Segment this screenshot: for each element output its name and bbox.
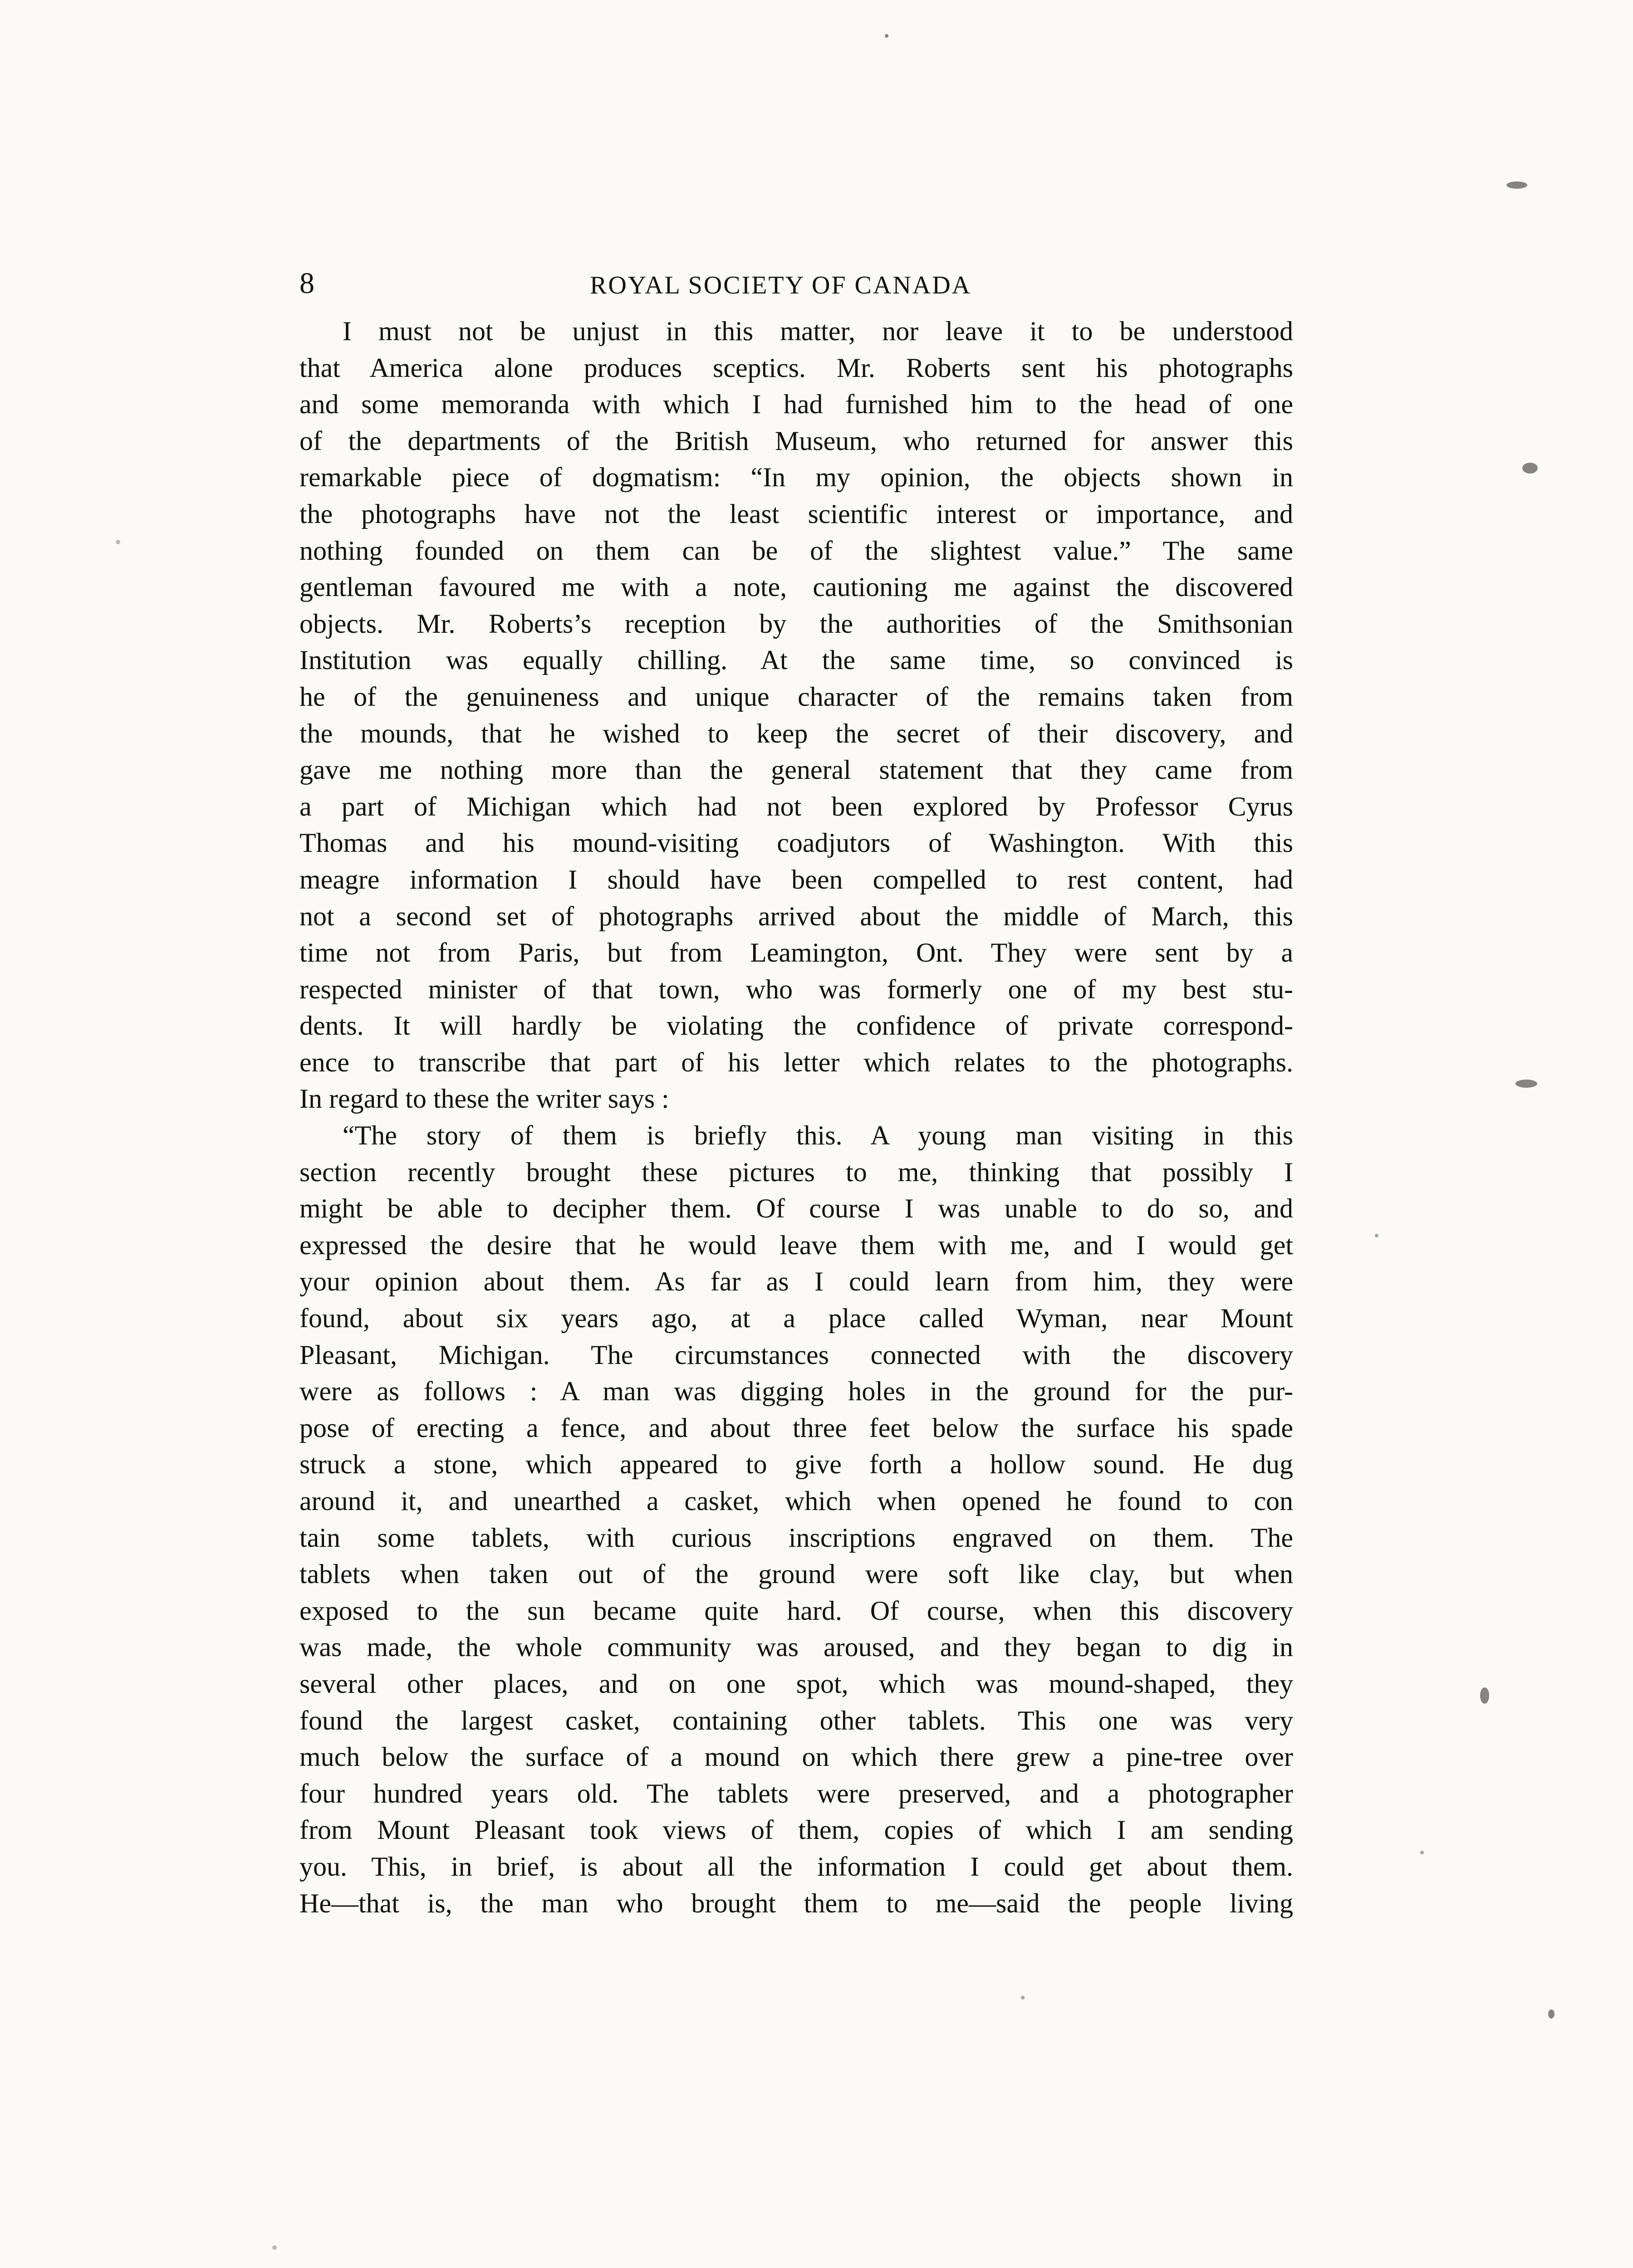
text-line: might be able to decipher them. Of course I was unable to do so, and xyxy=(299,1193,1293,1224)
text-line: exposed to the sun became quite hard. Of course, when this discovery xyxy=(299,1595,1293,1626)
text-line: found, about six years ago, at a place called Wyman, near Mount xyxy=(299,1303,1293,1334)
scan-speck xyxy=(1548,2009,1555,2019)
text-line: Thomas and his mound-visiting coadjutors of Washington. With this xyxy=(299,828,1293,858)
text-line: he of the genuineness and unique character of the remains taken from xyxy=(299,681,1293,712)
text-line: He—that is, the man who brought them to me—said the people living xyxy=(299,1888,1293,1918)
text-line: objects. Mr. Roberts’s reception by the authorities of the Smithsonian xyxy=(299,608,1293,639)
text-line: your opinion about them. As far as I could learn from him, they were xyxy=(299,1266,1293,1297)
text-line: around it, and unearthed a casket, which when opened he found to con xyxy=(299,1486,1293,1516)
text-line: respected minister of that town, who was formerly one of my best stu- xyxy=(299,974,1293,1004)
text-line: Pleasant, Michigan. The circumstances connected with the discovery xyxy=(299,1339,1293,1370)
text-line: ence to transcribe that part of his letter which relates to the photographs. xyxy=(299,1047,1293,1077)
text-line: I must not be unjust in this matter, nor leave it to be understood xyxy=(343,316,1293,346)
paragraph-2 xyxy=(299,1117,1293,1921)
text-line: Institution was equally chilling. At the same time, so convinced is xyxy=(299,645,1293,675)
text-line: several other places, and on one spot, which was mound-shaped, they xyxy=(299,1668,1293,1699)
text-line: gave me nothing more than the general statement that they came from xyxy=(299,755,1293,785)
text-line: section recently brought these pictures to me, thinking that possibly I xyxy=(299,1157,1293,1187)
scan-speck xyxy=(1420,1851,1424,1854)
text-line: that America alone produces sceptics. Mr. Roberts sent his photographs xyxy=(299,352,1293,383)
scan-speck xyxy=(116,540,120,544)
running-head: ROYAL SOCIETY OF CANADA xyxy=(590,271,972,299)
text-line: In regard to these the writer says : xyxy=(299,1084,669,1114)
page-number: 8 xyxy=(299,267,314,300)
scan-speck xyxy=(1480,1687,1489,1704)
text-line: dents. It will hardly be violating the confidence of private correspond- xyxy=(299,1011,1293,1041)
text-line: time not from Paris, but from Leamington, Ont. They were sent by a xyxy=(299,938,1293,968)
text-line: struck a stone, which appeared to give forth a hollow sound. He dug xyxy=(299,1449,1293,1480)
scan-speck xyxy=(885,34,888,38)
text-line: tain some tablets, with curious inscriptions engraved on them. The xyxy=(299,1522,1293,1553)
text-line: tablets when taken out of the ground were soft like clay, but when xyxy=(299,1559,1293,1589)
text-line: nothing founded on them can be of the slightest value.” The same xyxy=(299,535,1293,566)
text-line: were as follows : A man was digging holes in the ground for the pur- xyxy=(299,1376,1293,1407)
text-line: a part of Michigan which had not been explored by Professor Cyrus xyxy=(299,791,1293,821)
text-line: not a second set of photographs arrived about the middle of March, this xyxy=(299,901,1293,931)
text-line: four hundred years old. The tablets were preserved, and a photographer xyxy=(299,1778,1293,1809)
paragraph-1 xyxy=(299,313,1293,1117)
text-line: of the departments of the British Museum, who returned for answer this xyxy=(299,425,1293,456)
scan-speck xyxy=(1515,1080,1537,1088)
text-line: much below the surface of a mound on which there grew a pine-tree over xyxy=(299,1742,1293,1772)
text-line: was made, the whole community was aroused, and they began to dig in xyxy=(299,1632,1293,1662)
scan-speck xyxy=(1506,181,1527,189)
text-line: from Mount Pleasant took views of them, copies of which I am sending xyxy=(299,1815,1293,1845)
text-line: gentleman favoured me with a note, cautioning me against the discovered xyxy=(299,572,1293,602)
text-line: the mounds, that he wished to keep the secret of their discovery, and xyxy=(299,718,1293,748)
scan-speck xyxy=(1021,1996,1025,1999)
scan-speck xyxy=(272,2245,277,2250)
text-line: expressed the desire that he would leave them with me, and I would get xyxy=(299,1230,1293,1260)
text-line: meagre information I should have been compelled to rest content, had xyxy=(299,864,1293,894)
body-text xyxy=(299,313,1293,1921)
text-line: pose of erecting a fence, and about three feet below the surface his spade xyxy=(299,1413,1293,1443)
scan-speck xyxy=(1375,1234,1378,1237)
text-line: remarkable piece of dogmatism: “In my opinion, the objects shown in xyxy=(299,462,1293,493)
text-line: you. This, in brief, is about all the information I could get about them. xyxy=(299,1851,1293,1882)
page-header xyxy=(299,265,1298,302)
text-line: found the largest casket, containing other tablets. This one was very xyxy=(299,1705,1293,1735)
scan-speck xyxy=(1522,463,1538,474)
text-line: and some memoranda with which I had furnished him to the head of one xyxy=(299,389,1293,420)
text-line: “The story of them is briefly this. A young man visiting in this xyxy=(343,1120,1293,1151)
text-line: the photographs have not the least scientific interest or importance, and xyxy=(299,499,1293,529)
